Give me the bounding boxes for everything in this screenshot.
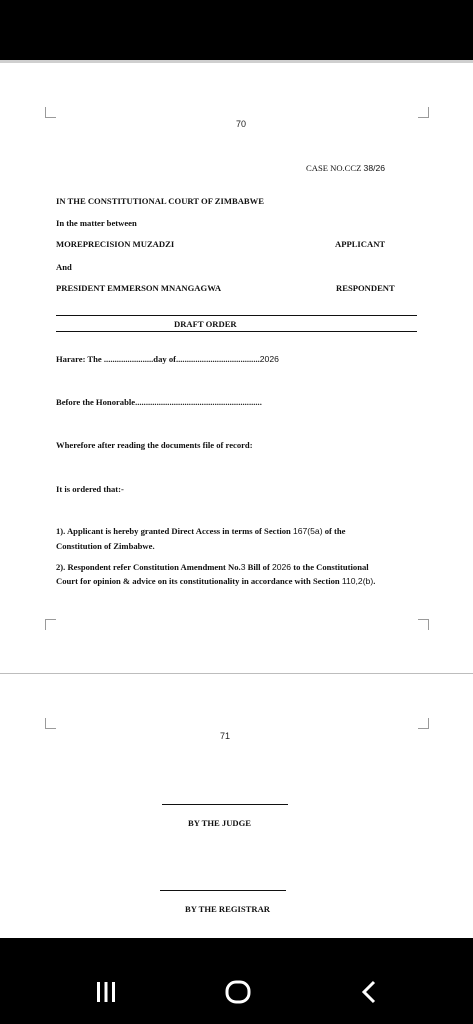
judge-label: BY THE JUDGE (188, 818, 252, 828)
case-number (306, 163, 385, 173)
bill-year: 2026 (271, 562, 292, 572)
back-button[interactable] (350, 974, 390, 1010)
back-icon (358, 980, 382, 1004)
order-item-2 (56, 562, 369, 572)
order-item-1-text: 1). Applicant is hereby granted Direct Access in terms of Section (56, 526, 293, 536)
harare-text: Harare: The .......................day of....................................... (56, 354, 260, 364)
harare-year: 2026 (259, 354, 279, 364)
order-item-1 (56, 526, 345, 536)
respondent-name: PRESIDENT EMMERSON MNANGAGWA (56, 283, 222, 293)
page-corner-mark (45, 718, 56, 729)
order-item-2-text-end: to the Constitutional (291, 562, 369, 572)
matter-line: In the matter between (56, 218, 137, 228)
and-line: And (56, 262, 72, 272)
divider-top (56, 315, 417, 316)
order-item-2-text: 2). Respondent refer Constitution Amendment No. (56, 562, 241, 572)
before-line: Before the Honorable........................................................... (56, 397, 262, 407)
order-item-2-period: . (373, 576, 376, 586)
page-number: 70 (236, 119, 247, 129)
order-item-2-line-2-text: Court for opinion & advice on its constitutionality in accordance with Section (56, 576, 342, 586)
ordered-line: It is ordered that:- (56, 484, 124, 494)
applicant-name: MOREPRECISION MUZADZI (56, 239, 175, 249)
order-item-1-line-2: Constitution of Zimbabwe. (56, 541, 155, 551)
applicant-role: APPLICANT (335, 239, 386, 249)
registrar-signature-line (160, 890, 286, 891)
page-corner-mark (418, 718, 429, 729)
order-item-2-text-mid: Bill of (245, 562, 272, 572)
page-corner-mark (418, 619, 429, 630)
amendment-number: 3 (240, 562, 246, 572)
order-item-2-line-2 (56, 576, 375, 586)
section-reference: 110,2(b) (341, 576, 374, 586)
case-number-value: 38/26 (363, 163, 386, 173)
recent-apps-button[interactable] (86, 974, 126, 1010)
order-item-1-text-end: of the (322, 526, 346, 536)
case-number-label: CASE NO.CCZ (306, 163, 362, 173)
page-corner-mark (418, 107, 429, 118)
divider-bottom (56, 331, 417, 332)
toolbar-divider (0, 60, 473, 63)
home-button[interactable] (218, 974, 258, 1010)
section-number: 167(5a) (292, 526, 323, 536)
wherefore-line: Wherefore after reading the documents file of record: (56, 440, 253, 450)
page-break (0, 673, 473, 674)
page-corner-mark (45, 619, 56, 630)
draft-order-title: DRAFT ORDER (174, 319, 237, 329)
status-bar (0, 0, 473, 60)
respondent-role: RESPONDENT (336, 283, 395, 293)
page-number: 71 (220, 731, 231, 741)
judge-signature-line (162, 804, 288, 805)
recent-apps-icon (94, 980, 118, 1004)
court-heading: IN THE CONSTITUTIONAL COURT OF ZIMBABWE (56, 196, 264, 206)
registrar-label: BY THE REGISTRAR (185, 904, 271, 914)
harare-line (56, 354, 279, 364)
home-icon (224, 978, 252, 1006)
page-corner-mark (45, 107, 56, 118)
